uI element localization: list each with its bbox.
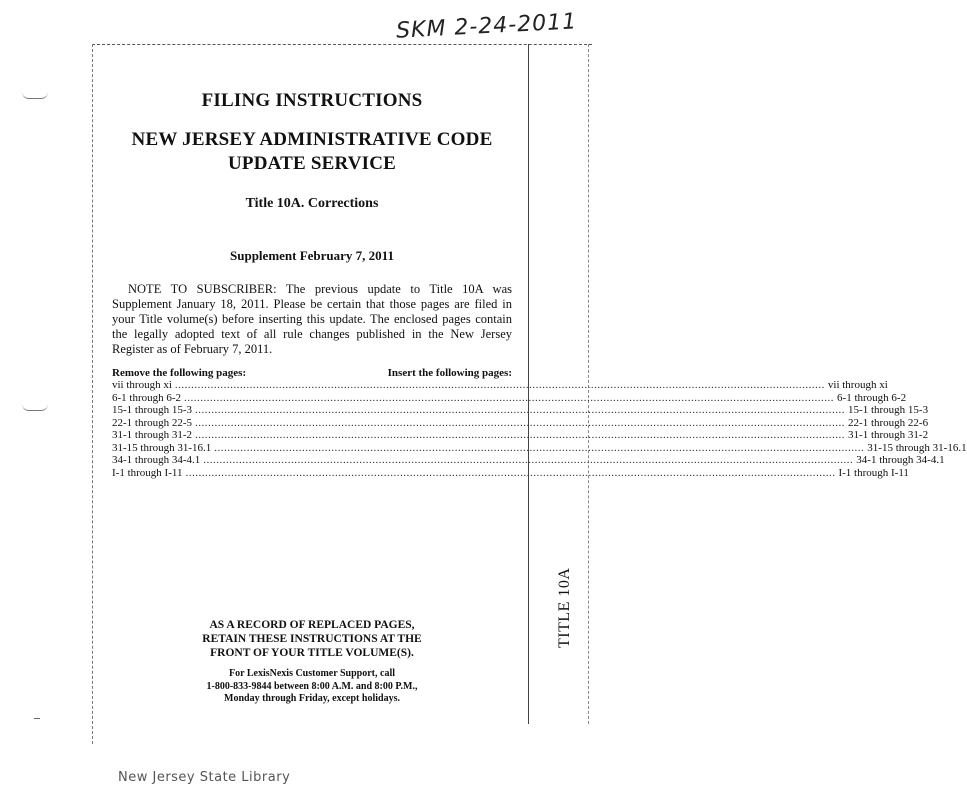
table-row: [112, 466, 909, 480]
handwritten-stamp: SKM 2-24-2011: [395, 9, 578, 44]
remove-pages: 31-15 through 31-16.1: [112, 441, 212, 454]
remove-pages: vii through xi: [112, 379, 172, 391]
leader-dots: ........................................................................................................................................................................................................: [185, 466, 836, 479]
library-stamp: New Jersey State Library: [118, 770, 291, 785]
leader-dots: ........................................................................................................................................................................................................: [174, 379, 825, 391]
punch-hole-mark: [22, 404, 48, 411]
pages-table: [112, 379, 967, 479]
code-heading-line2: UPDATE SERVICE: [227, 153, 397, 174]
document-title: FILING INSTRUCTIONS: [201, 90, 423, 111]
leader-dots: ........................................................................................................................................................................................................: [195, 404, 846, 416]
remove-pages: I-1 through I-11: [112, 466, 183, 479]
insert-pages: 6-1 through 6-2: [837, 391, 907, 404]
page-frame-top: [92, 44, 592, 45]
insert-pages: 31-1 through 31-2: [848, 429, 929, 441]
remove-pages: 34-1 through 34-4.1: [112, 454, 201, 466]
record-line: AS A RECORD OF REPLACED PAGES,: [209, 619, 415, 631]
insert-pages: 22-1 through 22-6: [848, 416, 929, 429]
record-line: RETAIN THESE INSTRUCTIONS AT THE: [202, 633, 422, 645]
record-notice: [112, 618, 512, 660]
table-row: [112, 391, 907, 405]
leader-dots: ........................................................................................................................................................................................................: [195, 429, 846, 441]
instructions-body: [112, 86, 967, 479]
leader-dots: ........................................................................................................................................................................................................: [214, 441, 865, 454]
table-row: [112, 379, 888, 392]
insert-header: Insert the following pages:: [387, 367, 512, 379]
record-line: FRONT OF YOUR TITLE VOLUME(S).: [210, 647, 414, 659]
leader-dots: ........................................................................................................................................................................................................: [203, 454, 854, 466]
support-line: Monday through Friday, except holidays.: [224, 693, 400, 704]
remove-pages: 15-1 through 15-3: [112, 404, 193, 416]
code-heading-line1: NEW JERSEY ADMINISTRATIVE CODE: [131, 129, 493, 150]
subscriber-note: NOTE TO SUBSCRIBER: The previous update to Title 10A was Supplement January 18, 2011. Please be certain that those pages are filed in your Title volume(s) before inserting this update. The enclosed pages contain the legally adopted text of all rule changes published in the New Jersey Register as of February 7, 2011.: [112, 282, 512, 356]
table-row: [112, 429, 929, 442]
code-heading: [112, 128, 512, 176]
leader-dots: ........................................................................................................................................................................................................: [195, 416, 846, 429]
supplement-date: Supplement February 7, 2011: [230, 248, 394, 263]
leader-dots: ........................................................................................................................................................................................................: [184, 391, 835, 404]
page-frame-left: [92, 44, 93, 744]
pages-table-header: [112, 367, 512, 379]
remove-pages: 6-1 through 6-2: [112, 391, 182, 404]
punch-hole-mark: [22, 92, 48, 99]
remove-header: Remove the following pages:: [112, 367, 247, 379]
remove-pages: 22-1 through 22-5: [112, 416, 193, 429]
support-line: 1-800-833-9844 between 8:00 A.M. and 8:00 P.M.,: [206, 680, 418, 692]
table-row: [112, 454, 945, 467]
insert-pages: 31-15 through 31-16.1: [867, 441, 967, 454]
insert-pages: 34-1 through 34-4.1: [856, 454, 945, 466]
support-line: For LexisNexis Customer Support, call: [228, 668, 395, 679]
title-tab-label: TITLE 10A: [556, 567, 573, 648]
customer-support: [112, 668, 512, 706]
table-row: [112, 441, 967, 455]
remove-pages: 31-1 through 31-2: [112, 429, 193, 441]
insert-pages: I-1 through I-11: [838, 466, 909, 479]
title-subtitle: Title 10A. Corrections: [245, 196, 379, 211]
insert-pages: vii through xi: [827, 379, 888, 391]
table-row: [112, 416, 929, 430]
table-row: [112, 404, 929, 417]
edge-mark: [34, 718, 40, 719]
insert-pages: 15-1 through 15-3: [848, 404, 929, 416]
